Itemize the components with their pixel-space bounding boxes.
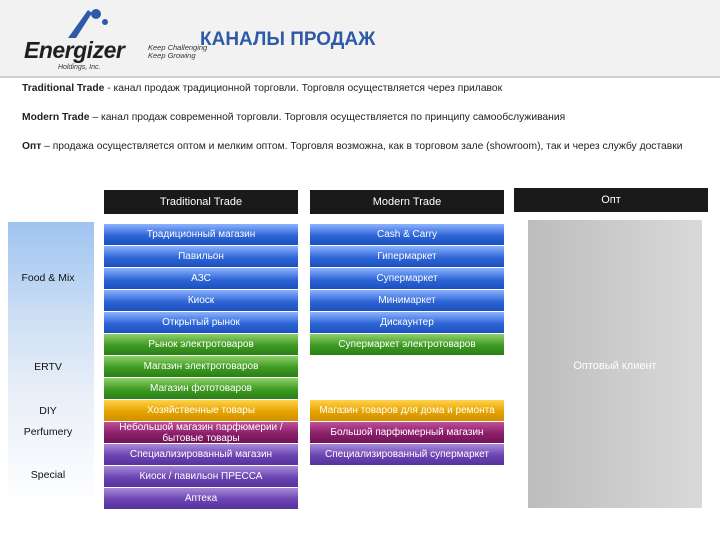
channel-bar: Cash & Carry — [310, 224, 504, 245]
channel-bar: Специализированный супермаркет — [310, 444, 504, 465]
logo-subtitle: Holdings, Inc. — [58, 64, 101, 71]
definition-traditional — [22, 82, 698, 96]
definition-text: - канал продаж традиционной торговли. Торговля осуществляется через прилавок — [104, 83, 503, 94]
channel-bar: АЗС — [104, 268, 298, 289]
group-label-diy: DIY — [39, 405, 57, 417]
column-header-opt: Опт — [514, 188, 708, 212]
channel-bar: Павильон — [104, 246, 298, 267]
channel-bar: Супермаркет — [310, 268, 504, 289]
channel-bar: Небольшой магазин парфюмерии / бытовые товары — [104, 422, 298, 443]
channel-bar: Супермаркет электротоваров — [310, 334, 504, 355]
channel-bar: Минимаркет — [310, 290, 504, 311]
group-label-special: Special — [30, 469, 66, 481]
logo-tagline-1: Keep Challenging — [148, 43, 208, 52]
column-header-modern: Modern Trade — [310, 190, 504, 214]
channel-bar: Аптека — [104, 488, 298, 509]
definition-text: – продажа осуществляется оптом и мелким оптом. Торговля возможна, как в торговом зале (showroom), так и через службу доставки — [41, 141, 683, 152]
channel-bar: Большой парфюмерный магазин — [310, 422, 504, 443]
group-label-ertv: ERTV — [34, 361, 62, 373]
channel-bar: Хозяйственные товары — [104, 400, 298, 421]
channel-bar: Гипермаркет — [310, 246, 504, 267]
page-title: КАНАЛЫ ПРОДАЖ — [200, 29, 376, 50]
definition-opt — [22, 140, 698, 154]
channel-bar: Киоск — [104, 290, 298, 311]
logo-wordmark: Energizer — [24, 37, 125, 63]
channel-bar: Рынок электротоваров — [104, 334, 298, 355]
column-header-traditional: Traditional Trade — [104, 190, 298, 214]
channel-bar: Традиционный магазин — [104, 224, 298, 245]
definition-text: – канал продаж современной торговли. Торговля осуществляется по принципу самообслуживания — [89, 112, 566, 123]
definition-term: Опт — [22, 141, 42, 152]
group-label-food-mix: Food & Mix — [21, 272, 75, 284]
logo-mark-icon — [62, 4, 112, 40]
channel-bar: Магазин фототоваров — [104, 378, 298, 399]
definition-term: Traditional Trade — [22, 83, 105, 94]
channel-bar: Специализированный магазин — [104, 444, 298, 465]
logo-tagline-2: Keep Growing — [148, 51, 196, 60]
channel-bar: Киоск / павильон ПРЕССА — [104, 466, 298, 487]
logo-tagline — [148, 44, 207, 60]
definition-modern — [22, 111, 698, 125]
definition-term: Modern Trade — [22, 112, 90, 123]
header-divider — [0, 76, 720, 78]
group-label-perfumery: Perfumery — [23, 426, 73, 438]
channel-bar: Дискаунтер — [310, 312, 504, 333]
opt-client-label: Оптовый клиент — [573, 360, 657, 372]
channel-bar: Открытый рынок — [104, 312, 298, 333]
channel-bar: Магазин товаров для дома и ремонта — [310, 400, 504, 421]
channel-bar: Магазин электротоваров — [104, 356, 298, 377]
